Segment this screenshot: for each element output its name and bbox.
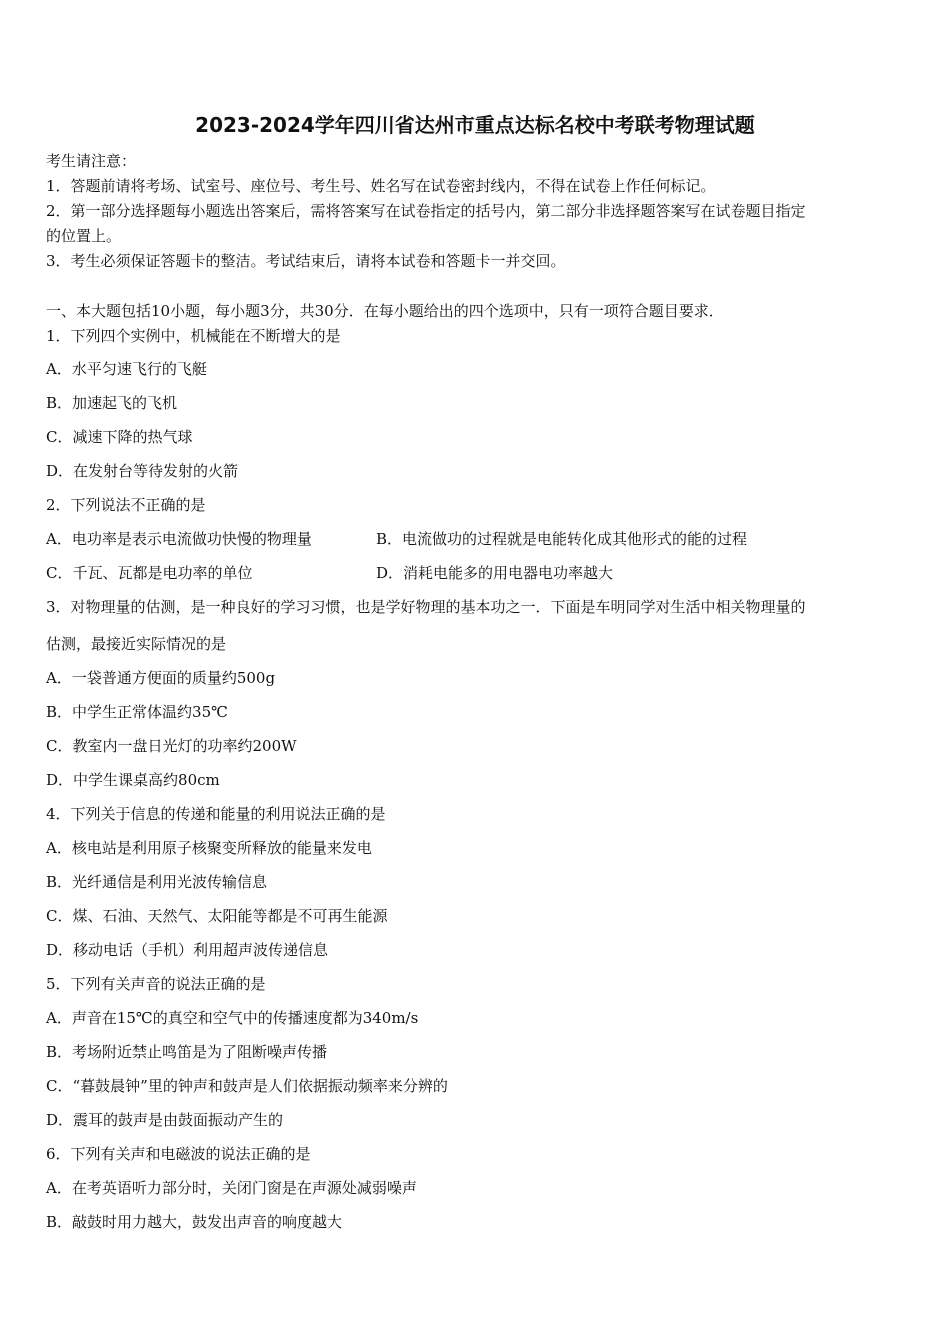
notice-item-1: 1．答题前请将考场、试室号、座位号、考生号、姓名写在试卷密封线内，不得在试卷上作任何标记。	[46, 177, 716, 195]
q5-option-c: C．“暮鼓晨钟”里的钟声和鼓声是人们依据振动频率来分辨的	[46, 1077, 448, 1095]
q1-stem: 1．下列四个实例中，机械能在不断增大的是	[46, 327, 341, 345]
q4-stem: 4．下列关于信息的传递和能量的利用说法正确的是	[46, 805, 386, 823]
page-title: 2023-2024学年四川省达州市重点达标名校中考联考物理试题	[195, 113, 755, 137]
q5-option-d: D．震耳的鼓声是由鼓面振动产生的	[46, 1111, 284, 1129]
q4-option-a: A．核电站是利用原子核聚变所释放的能量来发电	[46, 839, 372, 857]
q1-option-d: D．在发射台等待发射的火箭	[46, 462, 239, 480]
q6-stem: 6．下列有关声和电磁波的说法正确的是	[46, 1145, 311, 1163]
q1-option-c: C．减速下降的热气球	[46, 428, 193, 446]
q4-option-b: B．光纤通信是利用光波传输信息	[46, 873, 268, 891]
q1-option-a: A．水平匀速飞行的飞艇	[46, 360, 207, 378]
q2-option-d: D．消耗电能多的用电器电功率越大	[376, 564, 614, 582]
q5-option-a: A．声音在15℃的真空和空气中的传播速度都为340m/s	[46, 1009, 419, 1027]
notice-item-2: 2．第一部分选择题每小题选出答案后，需将答案写在试卷指定的括号内，第二部分非选择题答案写在试卷题目指定	[46, 202, 806, 220]
notice-header: 考生请注意：	[46, 152, 137, 170]
q3-stem: 3．对物理量的估测，是一种良好的学习习惯，也是学好物理的基本功之一．下面是车明同学对生活中相关物理量的	[46, 598, 806, 616]
q5-option-b: B．考场附近禁止鸣笛是为了阻断噪声传播	[46, 1043, 328, 1061]
q2-option-b: B．电流做功的过程就是电能转化成其他形式的能的过程	[376, 530, 748, 548]
q3-option-d: D．中学生课桌高约80cm	[46, 771, 220, 789]
q2-option-a: A．电功率是表示电流做功快慢的物理量	[46, 530, 312, 548]
q2-stem: 2．下列说法不正确的是	[46, 496, 206, 514]
q6-option-a: A．在考英语听力部分时，关闭门窗是在声源处减弱噪声	[46, 1179, 417, 1197]
q5-stem: 5．下列有关声音的说法正确的是	[46, 975, 266, 993]
q6-option-b: B．敲鼓时用力越大，鼓发出声音的响度越大	[46, 1213, 343, 1231]
q3-option-b: B．中学生正常体温约35℃	[46, 703, 228, 721]
q4-option-c: C．煤、石油、天然气、太阳能等都是不可再生能源	[46, 907, 388, 925]
q4-option-d: D．移动电话（手机）利用超声波传递信息	[46, 941, 329, 959]
q3-option-c: C．教室内一盘日光灯的功率约200W	[46, 737, 297, 755]
notice-item-3: 3．考生必须保证答题卡的整洁。考试结束后，请将本试卷和答题卡一并交回。	[46, 252, 566, 270]
notice-item-2-cont: 的位置上。	[46, 227, 122, 245]
q2-option-c: C．千瓦、瓦都是电功率的单位	[46, 564, 253, 582]
q3-option-a: A．一袋普通方便面的质量约500g	[46, 669, 276, 687]
q1-option-b: B．加速起飞的飞机	[46, 394, 178, 412]
section-heading: 一、本大题包括10小题，每小题3分，共30分．在每小题给出的四个选项中，只有一项符合题目要求．	[46, 302, 724, 320]
q3-stem-cont: 估测，最接近实际情况的是	[46, 635, 227, 653]
